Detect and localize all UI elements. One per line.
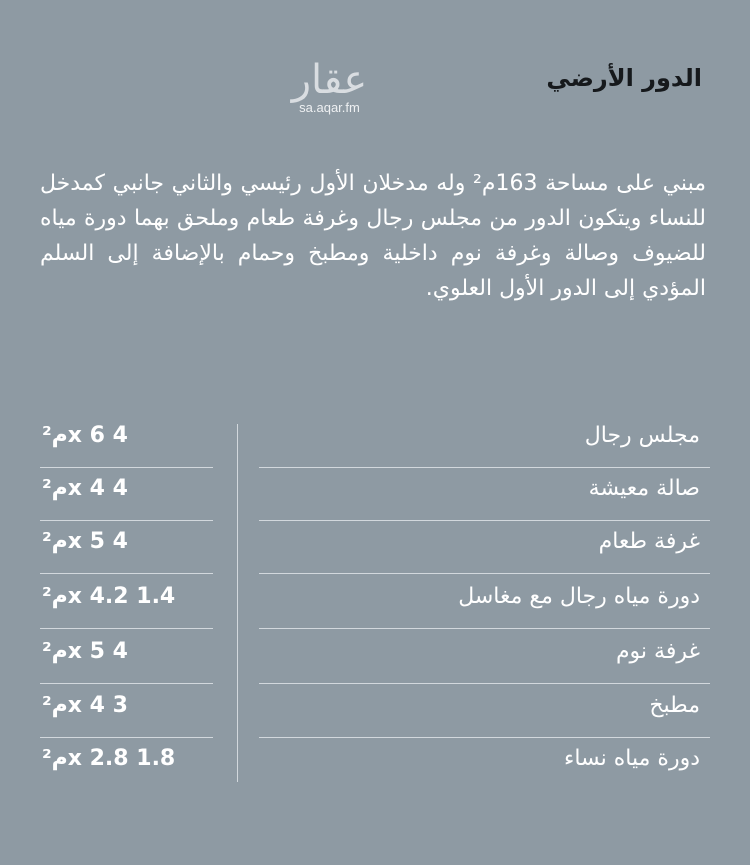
room-name: مجلس رجال — [584, 423, 700, 448]
aqar-logo — [272, 58, 387, 115]
room-size: 1.4 x 4.2م² — [42, 584, 176, 609]
room-size: 4 x 4م² — [42, 476, 128, 501]
logo-url: sa.aqar.fm — [299, 100, 360, 115]
room-size: 4 x 6م² — [42, 423, 128, 448]
table-row — [0, 413, 750, 468]
room-name: غرفة نوم — [615, 639, 700, 664]
room-name: دورة مياه رجال مع مغاسل — [458, 584, 700, 609]
room-name: مطبخ — [649, 693, 700, 718]
room-name: غرفة طعام — [598, 529, 700, 554]
table-row — [0, 574, 750, 629]
floor-description: مبني على مساحة 163م² وله مدخلان الأول رئيسي والثاني جانبي كمدخل للنساء ويتكون الدور من مجلس رجال وغرفة طعام وملحق بهما دورة مياه للضيوف وصالة وغرفة نوم داخلية ومطبخ وحمام بالإضافة إلى السلم المؤدي إلى الدور الأول العلوي. — [40, 171, 706, 301]
logo-word: عقار — [291, 57, 368, 103]
table-row — [0, 519, 750, 574]
table-row — [0, 466, 750, 521]
table-row — [0, 629, 750, 684]
room-size: 3 x 4م² — [42, 693, 128, 718]
room-name: صالة معيشة — [588, 476, 700, 501]
table-row — [0, 683, 750, 738]
page-title: الدور الأرضي — [546, 64, 702, 92]
room-name: دورة مياه نساء — [563, 746, 700, 771]
room-size: 1.8 x 2.8م² — [42, 746, 176, 771]
table-row — [0, 736, 750, 791]
room-size: 4 x 5م² — [42, 529, 128, 554]
room-size: 4 x 5م² — [42, 639, 128, 664]
